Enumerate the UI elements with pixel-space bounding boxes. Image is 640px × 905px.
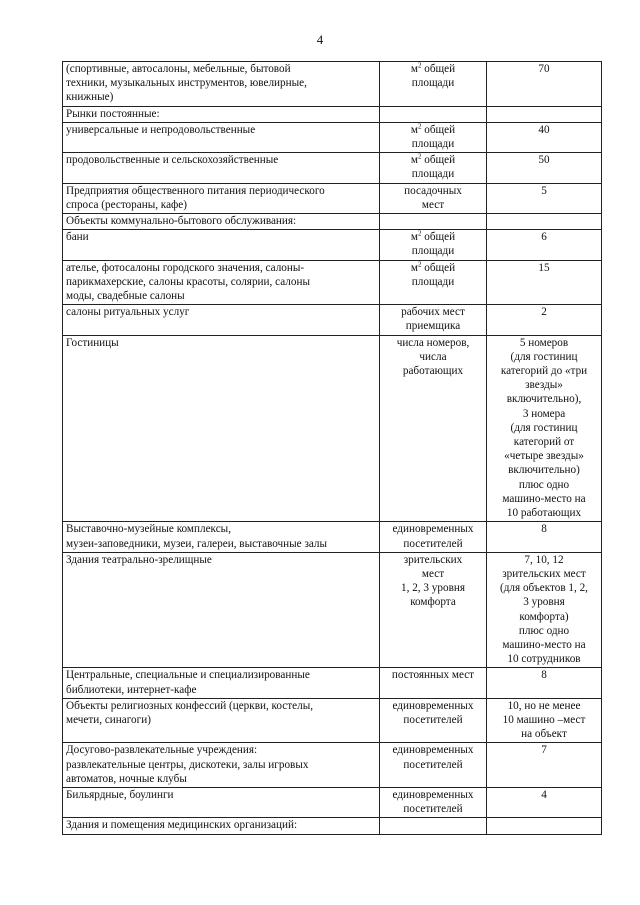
unit-text: общей площади	[411, 63, 456, 90]
unit-prefix: м	[410, 231, 418, 244]
object-name-cell	[63, 552, 380, 668]
norm-value: 5 номеров (для гостиниц категорий до «три звезды» включительно), 3 номера (для гостиниц категорий от «четыре звезды» включительно) плюс одно машино-место на 10 работающих	[500, 336, 588, 520]
unit-cell	[380, 183, 487, 213]
norm-value: 4	[541, 788, 547, 801]
table-row	[63, 552, 602, 668]
unit-text: общей площади	[411, 231, 456, 258]
object-name-cell	[63, 522, 380, 552]
object-name: Объекты религиозных конфессий (церкви, костелы, мечети, синагоги)	[66, 699, 314, 726]
norm-value-cell	[487, 106, 602, 122]
unit-text: единовременных посетителей	[392, 744, 474, 771]
table-row	[63, 153, 602, 183]
norm-value-cell	[487, 230, 602, 260]
object-name: бани	[66, 231, 89, 244]
unit-prefix: м	[410, 154, 418, 167]
norm-value-cell	[487, 743, 602, 788]
object-name-cell	[63, 818, 380, 834]
unit-prefix: м	[410, 123, 418, 136]
norm-value: 2	[541, 306, 547, 319]
unit-text: единовременных посетителей	[392, 788, 474, 816]
object-name: продовольственные и сельскохозяйственные	[66, 154, 279, 167]
unit-superscript: 2	[417, 122, 422, 131]
page-number: 4	[316, 32, 324, 47]
unit-cell	[380, 818, 487, 834]
object-name-cell	[63, 305, 380, 335]
object-name-cell	[63, 743, 380, 788]
object-name-cell	[63, 183, 380, 213]
object-name-cell	[63, 214, 380, 230]
unit-cell	[380, 62, 487, 107]
unit-cell	[380, 335, 487, 522]
object-name: Объекты коммунально-бытового обслуживания:	[66, 215, 297, 228]
norm-value: 50	[538, 154, 550, 167]
object-name: Бильярдные, боулинги	[66, 788, 174, 801]
unit-cell	[380, 153, 487, 183]
table-row	[63, 335, 602, 522]
unit-cell	[380, 552, 487, 668]
norm-value-cell	[487, 698, 602, 743]
table-row	[63, 698, 602, 743]
unit-text: общей площади	[411, 261, 456, 288]
norm-value-cell	[487, 668, 602, 698]
object-name: Гостиницы	[66, 336, 119, 349]
norm-value-cell	[487, 153, 602, 183]
object-name: Предприятия общественного питания периодического спроса (рестораны, кафе)	[66, 184, 325, 211]
unit-cell	[380, 305, 487, 335]
object-name-cell	[63, 668, 380, 698]
unit-prefix: м	[410, 261, 418, 274]
unit-cell	[380, 122, 487, 152]
object-name-cell	[63, 260, 380, 305]
object-name: ателье, фотосалоны городского значения, салоны- парикмахерские, салоны красоты, солярии, салоны моды, свадебные салоны	[66, 261, 310, 303]
parking-norms-table	[62, 61, 602, 835]
object-name: универсальные и непродовольственные	[66, 123, 256, 136]
object-name-cell	[63, 335, 380, 522]
norm-value: 40	[538, 123, 550, 136]
table-row	[63, 743, 602, 788]
object-name: Здания и помещения медицинских организаций:	[66, 819, 298, 832]
unit-cell	[380, 522, 487, 552]
norm-value-cell	[487, 183, 602, 213]
norm-value-cell	[487, 787, 602, 817]
unit-text: общей площади	[411, 123, 456, 151]
unit-superscript: 2	[417, 152, 422, 161]
unit-text: постоянных мест	[391, 669, 475, 682]
object-name-cell	[63, 153, 380, 183]
unit-text: общей площади	[411, 154, 456, 181]
table-row	[63, 668, 602, 698]
object-name-cell	[63, 106, 380, 122]
norm-value-cell	[487, 818, 602, 834]
norm-value-cell	[487, 214, 602, 230]
norm-value: 7	[541, 744, 547, 757]
table-row	[63, 214, 602, 230]
norm-value: 8	[541, 523, 547, 536]
table-row	[63, 106, 602, 122]
unit-cell	[380, 668, 487, 698]
unit-superscript: 2	[417, 229, 422, 238]
unit-text: числа номеров, числа работающих	[396, 336, 470, 378]
unit-text: единовременных посетителей	[392, 523, 474, 550]
object-name: Выставочно-музейные комплексы, музеи-заповедники, музеи, галереи, выставочные залы	[66, 523, 328, 550]
unit-cell	[380, 214, 487, 230]
norm-value: 10, но не менее 10 машино –мест на объект	[502, 699, 586, 741]
table-row	[63, 62, 602, 107]
unit-superscript: 2	[417, 61, 422, 70]
unit-superscript: 2	[417, 259, 422, 268]
table-row	[63, 230, 602, 260]
unit-text: зрительских мест 1, 2, 3 уровня комфорта	[401, 553, 465, 609]
unit-cell	[380, 698, 487, 743]
unit-text: единовременных посетителей	[392, 699, 474, 726]
table-row	[63, 818, 602, 834]
unit-cell	[380, 230, 487, 260]
table-row	[63, 260, 602, 305]
object-name: Центральные, специальные и специализированные библиотеки, интернет-кафе	[66, 669, 310, 696]
object-name: (спортивные, автосалоны, мебельные, бытовой техники, музыкальных инструментов, ювелирные, книжные)	[66, 63, 307, 104]
norm-value-cell	[487, 522, 602, 552]
object-name: Рынки постоянные:	[66, 107, 160, 120]
table-row	[63, 305, 602, 335]
norm-value-cell	[487, 62, 602, 107]
object-name-cell	[63, 698, 380, 743]
table-row	[63, 522, 602, 552]
norm-value: 6	[541, 231, 547, 244]
object-name-cell	[63, 787, 380, 817]
unit-text: посадочных мест	[404, 184, 462, 211]
norm-value-cell	[487, 305, 602, 335]
table-row	[63, 122, 602, 152]
object-name-cell	[63, 230, 380, 260]
object-name-cell	[63, 62, 380, 107]
norm-value: 5	[541, 184, 547, 197]
norm-value-cell	[487, 552, 602, 668]
norm-value-cell	[487, 335, 602, 522]
norm-value: 70	[538, 63, 550, 75]
unit-cell	[380, 260, 487, 305]
norm-value: 8	[541, 669, 547, 682]
norm-value-cell	[487, 122, 602, 152]
unit-cell	[380, 743, 487, 788]
object-name: Досугово-развлекательные учреждения: развлекательные центры, дискотеки, залы игровых автоматов, ночные клубы	[66, 744, 309, 785]
unit-cell	[380, 106, 487, 122]
unit-cell	[380, 787, 487, 817]
object-name: Здания театрально-зрелищные	[66, 553, 212, 566]
table-row	[63, 787, 602, 817]
norm-value: 15	[538, 261, 550, 274]
object-name-cell	[63, 122, 380, 152]
object-name: салоны ритуальных услуг	[66, 306, 190, 319]
unit-text: рабочих мест приемщика	[401, 306, 465, 333]
norm-value-cell	[487, 260, 602, 305]
table-row	[63, 183, 602, 213]
norm-value: 7, 10, 12 зрительских мест (для объектов 1, 2, 3 уровня комфорта) плюс одно машино-место на 10 сотрудников	[500, 553, 588, 666]
unit-prefix: м	[410, 63, 418, 75]
